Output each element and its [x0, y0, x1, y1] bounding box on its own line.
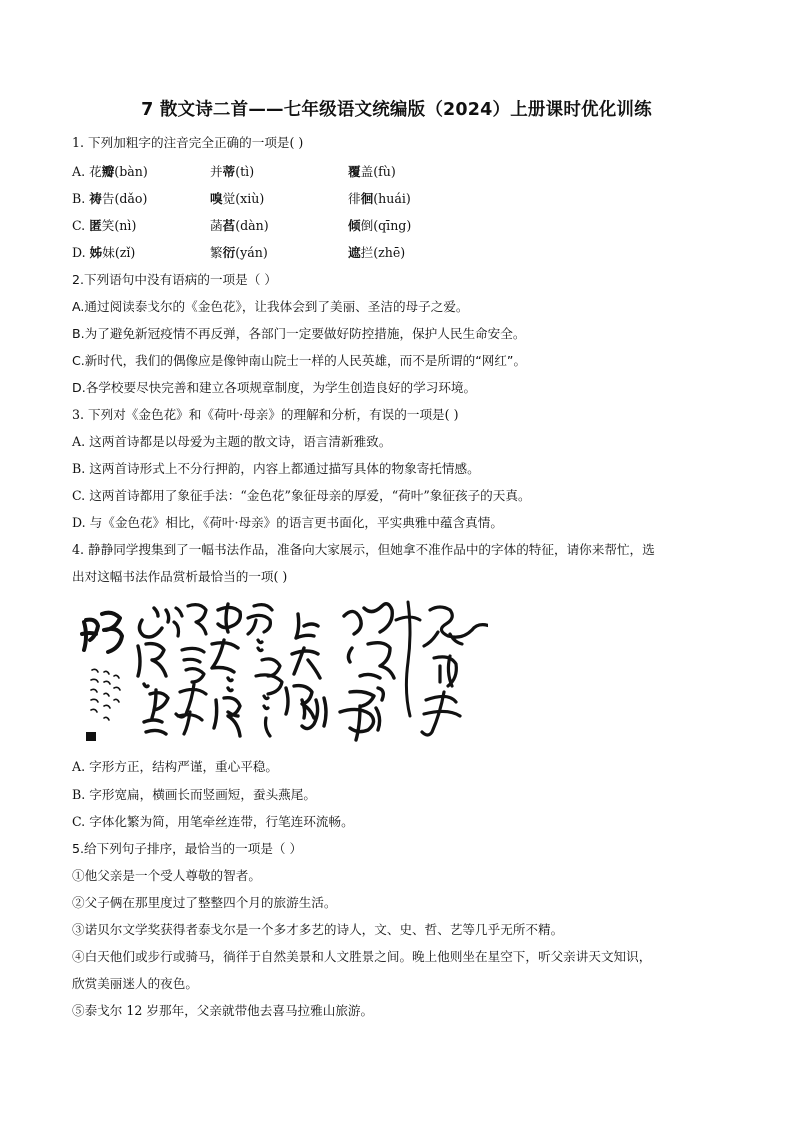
q2-option-a: A.通过阅读泰戈尔的《金色花》，让我体会到了美丽、圣洁的母子之爱。	[72, 299, 469, 314]
q5-sentence-2: ②父子俩在那里度过了整整四个月的旅游生活。	[72, 895, 337, 910]
q5-sentence-4-cont: 欣赏美丽迷人的夜色。	[72, 976, 198, 991]
q2-option-d: D.各学校要尽快完善和建立各项规章制度，为学生创造良好的学习环境。	[72, 380, 477, 395]
q1-b3-bold: 徊	[360, 191, 374, 206]
calligraphy-column-2	[396, 602, 420, 716]
q1-option-a-col3	[348, 163, 396, 181]
q5-stem: 5.给下列句子排序，最恰当的一项是（ ）	[72, 841, 303, 856]
q1-a2-post: (tì)	[235, 164, 255, 179]
q1-option-b-col2	[210, 190, 264, 208]
calligraphy-inscription	[91, 669, 120, 720]
q1-option-d-col2	[210, 244, 268, 262]
calligraphy-image	[78, 596, 488, 748]
q1-a2-pre: 并	[210, 164, 223, 179]
q4-option-c: C. 字体化繁为简，用笔牵丝连带，行笔连环流畅。	[72, 814, 354, 829]
q1-d3-bold: 遮	[348, 245, 361, 260]
q2-stem: 2.下列语句中没有语病的一项是（ ）	[72, 272, 277, 287]
q1-a1-post: (bàn)	[114, 164, 148, 179]
q4-stem-line2: 出对这幅书法作品赏析最恰当的一项( )	[72, 569, 288, 584]
q1-b1-pre: B.	[72, 191, 90, 206]
calligraphy-column-6	[212, 604, 240, 736]
q1-option-d-col3	[348, 244, 405, 262]
calligraphy-column-7	[174, 605, 206, 734]
calligraphy-seal	[86, 732, 96, 741]
q1-option-c-col1	[72, 217, 136, 235]
q1-option-c-col3	[348, 217, 411, 235]
q1-c3-post: 倒(qīng)	[360, 218, 412, 233]
q1-option-d-col1	[72, 244, 135, 262]
q1-c1-pre: C.	[72, 218, 90, 233]
q1-option-a-col1	[72, 163, 148, 181]
q1-d2-pre: 繁	[210, 245, 223, 260]
q2-option-c: C.新时代，我们的偶像应是像钟南山院士一样的人民英雄，而不是所谓的“网红”。	[72, 353, 527, 368]
q4-option-a: A. 字形方正，结构严谨，重心平稳。	[72, 759, 279, 774]
q1-option-b-col1	[72, 190, 147, 208]
q1-b2-bold: 嗅	[210, 191, 223, 206]
q3-option-b: B. 这两首诗形式上不分行押韵，内容上都通过描写具体的物象寄托情感。	[72, 461, 480, 476]
q1-a1-bold: 瓣	[101, 164, 115, 179]
q1-a3-bold: 覆	[348, 164, 361, 179]
calligraphy-column-9	[82, 613, 122, 652]
calligraphy-column-5	[248, 605, 282, 736]
q1-c2-post: (dàn)	[235, 218, 269, 233]
calligraphy-column-3	[340, 604, 394, 740]
q5-sentence-5: ⑤泰戈尔 12 岁那年，父亲就带他去喜马拉雅山旅游。	[72, 1003, 374, 1018]
q3-option-a: A. 这两首诗都是以母爱为主题的散文诗，语言清新雅致。	[72, 434, 392, 449]
q1-d1-post: 妹(zǐ)	[102, 245, 136, 260]
q3-option-c: C. 这两首诗都用了象征手法：“金色花”象征母亲的厚爱，“荷叶”象征孩子的天真。	[72, 488, 531, 503]
q1-option-b-col3	[348, 190, 411, 208]
q1-option-a-col2	[210, 163, 254, 181]
q1-c1-bold: 匿	[89, 218, 102, 233]
q3-option-d: D. 与《金色花》相比，《荷叶·母亲》的语言更书面化，平实典雅中蕴含真情。	[72, 515, 503, 530]
q5-sentence-1: ①他父亲是一个受人尊敬的智者。	[72, 868, 261, 883]
q1-stem: 1. 下列加粗字的注音完全正确的一项是( )	[72, 135, 304, 150]
calligraphy-column-8	[138, 608, 169, 734]
q5-sentence-4: ④白天他们或步行或骑马，徜徉于自然美景和人文胜景之间。晚上他则坐在星空下，听父亲讲天文知识，	[72, 949, 652, 964]
q1-b1-post: 告(dǎo)	[101, 191, 148, 206]
q5-sentence-3: ③诺贝尔文学奖获得者泰戈尔是一个多才多艺的诗人，文、史、哲、艺等几乎无所不精。	[72, 922, 564, 937]
q3-stem: 3. 下列对《金色花》和《荷叶·母亲》的理解和分析，有误的一项是( )	[72, 407, 459, 422]
q1-b3-post: (huái)	[373, 191, 411, 206]
q1-d3-post: 拦(zhē)	[360, 245, 406, 260]
q4-option-b: B. 字形宽扁，横画长而竖画短，蚕头燕尾。	[72, 787, 316, 802]
calligraphy-column-4	[286, 614, 326, 729]
q2-option-b: B.为了避免新冠疫情不再反弹，各部门一定要做好防控措施，保护人民生命安全。	[72, 326, 526, 341]
q1-a1-pre: A. 花	[72, 164, 102, 179]
q1-a2-bold: 蒂	[222, 164, 236, 179]
q1-d1-bold: 姊	[89, 245, 103, 260]
q4-stem-line1: 4. 静静同学搜集到了一幅书法作品，准备向大家展示，但她拿不准作品中的字体的特征，请你来帮忙，选	[72, 542, 655, 557]
q1-b3-pre: 徘	[348, 191, 361, 206]
q1-b1-bold: 祷	[89, 191, 102, 206]
q1-option-c-col2	[210, 217, 269, 235]
q1-a3-post: 盖(fù)	[360, 164, 396, 179]
q1-c2-pre: 菡	[210, 218, 223, 233]
q1-c2-bold: 萏	[222, 218, 236, 233]
page-title: 7 散文诗二首——七年级语文统编版（2024）上册课时优化训练	[141, 100, 652, 120]
q1-c1-post: 笑(nì)	[101, 218, 137, 233]
q1-b2-post: 觉(xiù)	[222, 191, 265, 206]
q1-d2-bold: 衍	[222, 245, 236, 260]
q1-d2-post: (yán)	[235, 245, 268, 260]
q1-c3-bold: 倾	[348, 218, 361, 233]
q1-d1-pre: D.	[72, 245, 90, 260]
calligraphy-column-1	[422, 607, 488, 735]
